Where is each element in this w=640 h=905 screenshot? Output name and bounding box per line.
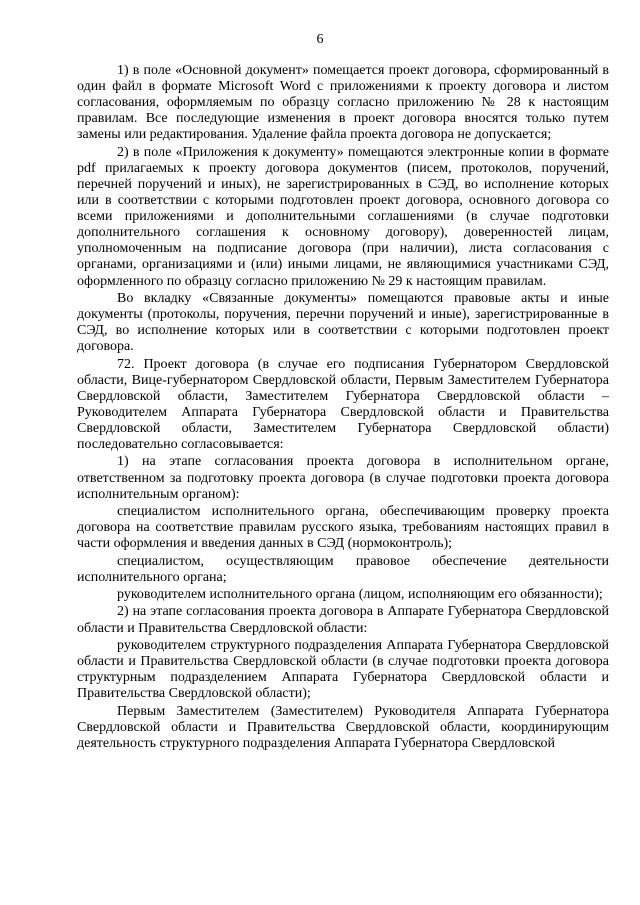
paragraph-stage-1: 1) на этапе согласования проекта договора в исполнительном органе, ответственном за подготовку проекта договора (в случае подготовки проекта договора исполнительным органом): [77, 454, 609, 502]
page-number: 6 [316, 32, 324, 47]
paragraph-stage-2: 2) на этапе согласования проекта договора в Аппарате Губернатора Свердловской области и Правительства Свердловской области: [77, 604, 609, 636]
paragraph-clause-72: 72. Проект договора (в случае его подписания Губернатором Свердловской области, Вице-губернатором Свердловской области, Первым Заместителем Губернатора Свердловской области, Заместителем Губернатора Свердловской области – Руководителем Аппарата Губернатора Свердловской области и Правительства Свердловской области, Заместителем Губернатора Свердловской области) последовательно согласовывается: [77, 356, 609, 453]
paragraph-head-of-executive-body: руководителем исполнительного органа (лицом, исполняющим его обязанности); [117, 587, 603, 603]
paragraph-structural-unit-head: руководителем структурного подразделения Аппарата Губернатора Свердловской области и Правительства Свердловской области (в случае подготовки проекта договора структурным подразделением Аппарата Губернатора Свердловской области и Правительства Свердловской области); [77, 637, 609, 702]
paragraph-related-documents: Во вкладку «Связанные документы» помещаются правовые акты и иные документы (протоколы, поручения, перечни поручений и иные), зарегистрированные в СЭД, во исполнение которых или в соответствии с которыми подготовлен проект договора. [77, 290, 609, 355]
paragraph-first-deputy-head: Первым Заместителем (Заместителем) Руководителя Аппарата Губернатора Свердловской области и Правительства Свердловской области, координирующим деятельность структурного подразделения Аппарата Губернатора Свердловской [77, 703, 609, 751]
paragraph-item-1-main-document: 1) в поле «Основной документ» помещается проект договора, сформированный в один файл в формате Microsoft Word с приложениями к проекту договора и листом согласования, оформляемым по образцу согласно приложению № 28 к настоящим правилам. Все последующие изменения в проект договора вносятся только путем замены или редактирования. Удаление файла проекта договора не допускается; [77, 63, 609, 143]
paragraph-item-2-attachments: 2) в поле «Приложения к документу» помещаются электронные копии в формате pdf прилагаемых к проекту договора документов (писем, протоколов, поручений, перечней поручений и иных), не зарегистрированных в СЭД, во исполнение которых или в соответствии с которыми подготовлен проект договора, основного договора со всеми приложениями и дополнительными соглашениями (в случае подготовки дополнительного соглашения к основному договору), доверенностей лицам, уполномоченным на подписание договора (при наличии), листа согласования с органами, организациями и (или) иными лицами, не являющимися участниками СЭД, оформленного по образцу согласно приложению № 29 к настоящим правилам. [77, 144, 609, 289]
document-body [77, 63, 609, 753]
paragraph-legal-specialist: специалистом, осуществляющим правовое обеспечение деятельности исполнительного органа; [77, 553, 609, 585]
paragraph-normcontrol-specialist: специалистом исполнительного органа, обеспечивающим проверку проекта договора на соответствие правилам русского языка, требованиям настоящих правил в части оформления и введения данных в СЭД (нормоконтроль); [77, 504, 609, 552]
